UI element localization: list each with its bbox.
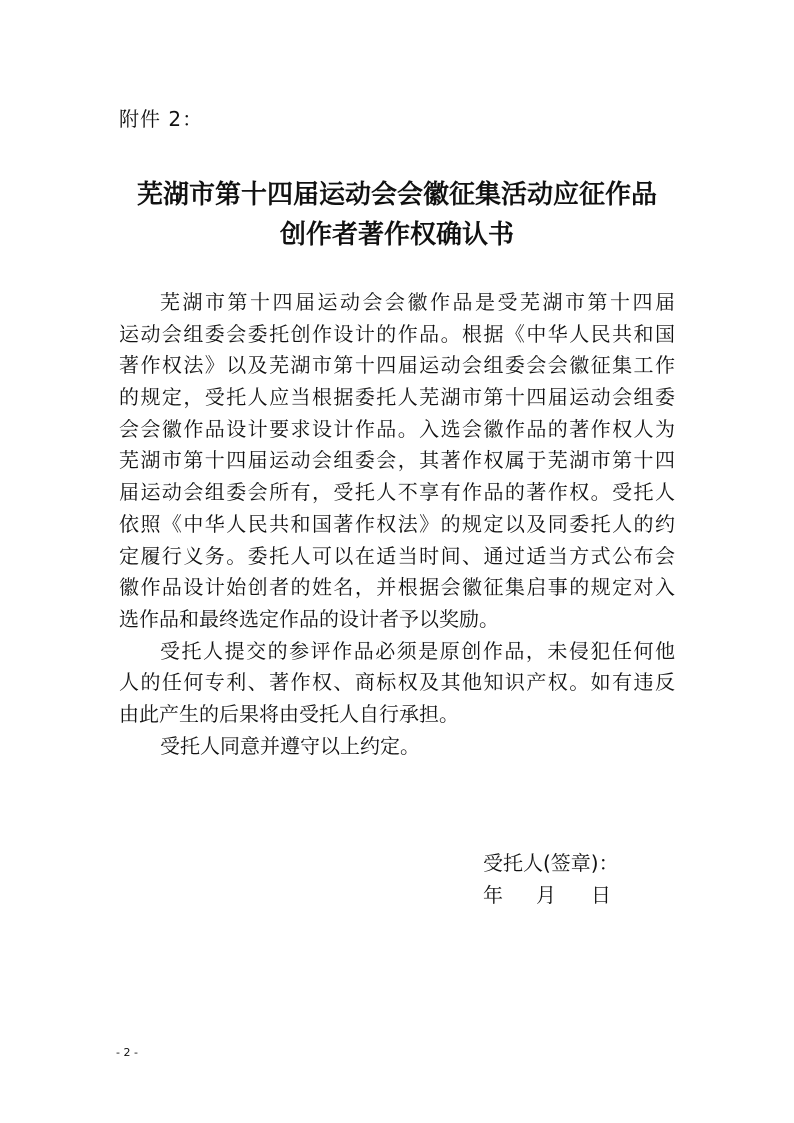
date-day-label: 日 (591, 883, 611, 907)
body-line: 选作品和最终选定作品的设计者予以奖励。 (119, 606, 499, 631)
body-line: 人的任何专利、著作权、商标权及其他知识产权。如有违反 (119, 670, 675, 695)
signature-label: 受托人(签章)： (483, 851, 619, 875)
body-line: 由此产生的后果将由受托人自行承担。 (119, 701, 459, 726)
body-line: 定履行义务。委托人可以在适当时间、通过适当方式公布会 (119, 543, 675, 568)
body-line: 芜湖市第十四届运动会会徽作品是受芜湖市第十四届 (160, 290, 675, 314)
document-title-line-1: 芜湖市第十四届运动会会徽征集活动应征作品 (136, 180, 657, 210)
attachment-label: 附件 2： (119, 107, 204, 131)
body-line: 著作权法》以及芜湖市第十四届运动会组委会会徽征集工作 (119, 353, 675, 378)
signature-date (483, 879, 619, 911)
signature-block (483, 847, 619, 911)
body-line: 依照《中华人民共和国著作权法》的规定以及同委托人的约 (119, 511, 675, 536)
body-line: 的规定，受托人应当根据委托人芜湖市第十四届运动会组委 (119, 385, 675, 410)
body-line: 受托人同意并遵守以上约定。 (160, 733, 420, 758)
page-number: - 2 - (116, 1046, 138, 1059)
date-month-label: 月 (536, 883, 556, 907)
body-line: 徽作品设计始创者的姓名，并根据会徽征集启事的规定对入 (119, 575, 675, 600)
body-line: 受托人提交的参评作品必须是原创作品，未侵犯任何他 (160, 638, 675, 663)
body-line: 运动会组委会委托创作设计的作品。根据《中华人民共和国 (119, 321, 675, 346)
body-line: 届运动会组委会所有，受托人不享有作品的著作权。受托人 (119, 480, 675, 505)
document-title-line-2: 创作者著作权确认书 (279, 220, 514, 250)
body-line: 会会徽作品设计要求设计作品。入选会徽作品的著作权人为 (119, 416, 675, 441)
date-year-label: 年 (483, 883, 503, 907)
body-line: 芜湖市第十四届运动会组委会，其著作权属于芜湖市第十四 (119, 448, 675, 473)
document-body (119, 287, 675, 762)
